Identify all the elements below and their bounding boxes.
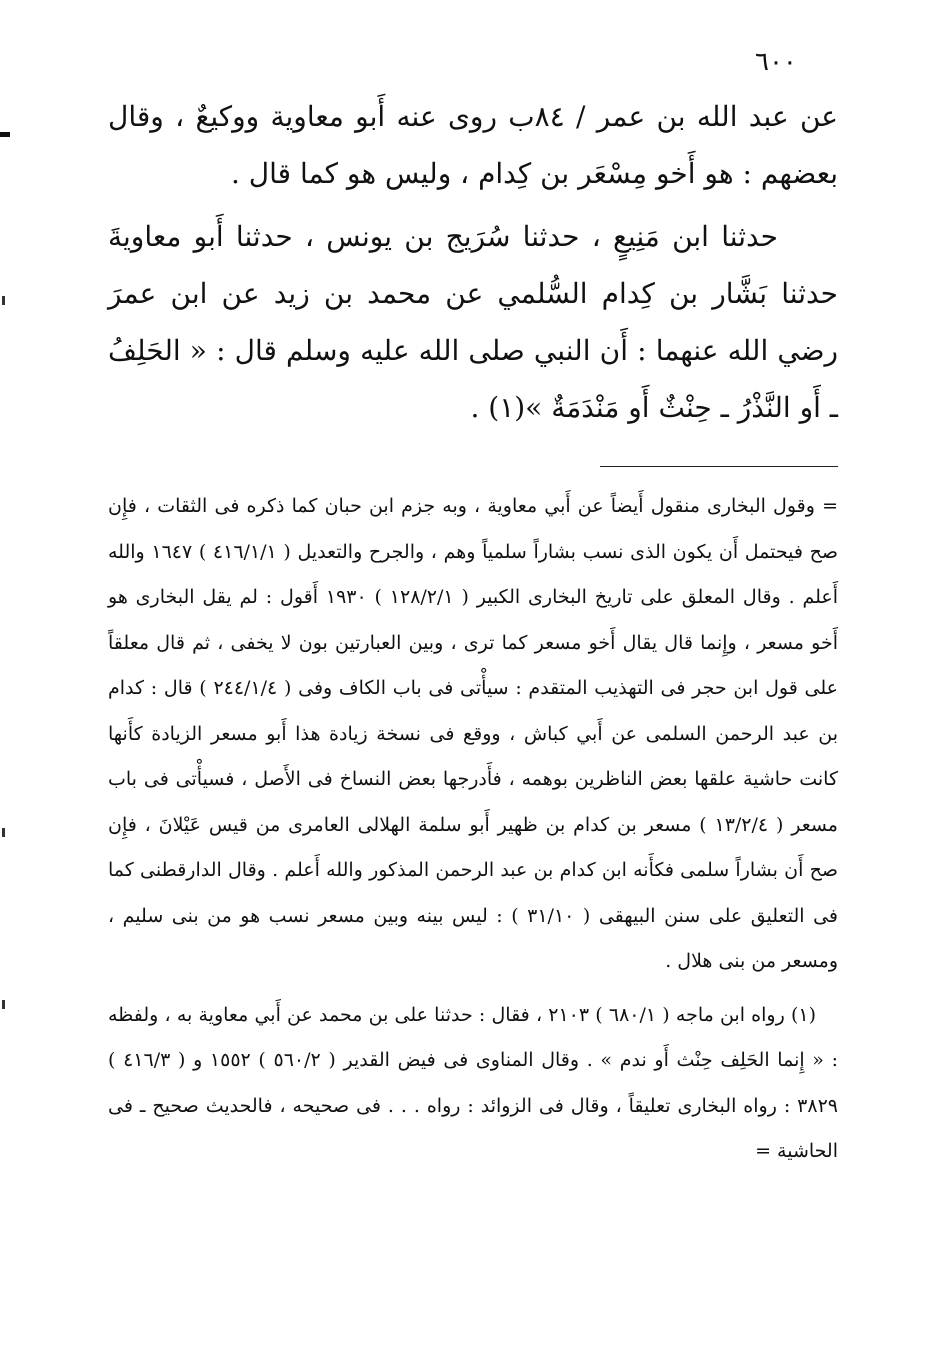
page-number: ٦٠٠ bbox=[755, 47, 797, 77]
footnotes bbox=[108, 484, 838, 1175]
footnote-separator bbox=[600, 466, 838, 467]
scan-edge-dot bbox=[2, 1000, 5, 1009]
footnote-1: (١) رواه ابن ماجه ( ٦٨٠/١ ) ٢١٠٣ ، فقال : حدثنا على بن محمد عن أَبي معاوية به ، ولفظه : « إِنما الحَلِف حِنْث أَو ندم » . وقال المناوى فى فيض القدير ( ٥٦٠/٢ ) ١٥٥٢ و ( ٤١٦/٣ ) ٣٨٢٩ : رواه البخارى تعليقاً ، وقال فى الزوائد : رواه . . . فى صحيحه ، فالحديث صحيح ـ فى الحاشية = bbox=[108, 1003, 838, 1162]
main-paragraph-1: عن عبد الله بن عمر / ٨٤ب روى عنه أَبو معاوية ووكيعٌ ، وقال بعضهم : هو أَخو مِسْعَر بن كِدام ، وليس هو كما قال . bbox=[108, 100, 838, 190]
scan-edge-dot bbox=[2, 828, 5, 837]
main-text bbox=[108, 88, 838, 436]
footnote-continuation: = وقول البخارى منقول أَيضاً عن أَبي معاوية ، وبه جزم ابن حبان كما ذكره فى الثقات ، فإِن صح فيحتمل أَن يكون الذى نسب بشاراً سلمياً وهم ، والجرح والتعديل ( ٤١٦/١/١ ) ١٦٤٧ والله أَعلم . وقال المعلق على تاريخ البخارى الكبير ( ١٢٨/٢/١ ) ١٩٣٠ أَقول : لم يقل البخارى هو أَخو مسعر ، وإِنما قال يقال أَخو مسعر كما ترى ، وبين العبارتين بون لا يخفى ، ثم قال معلقاً على قول ابن حجر فى التهذيب المتقدم : سيأْتى فى باب الكاف وفى ( ٢٤٤/١/٤ ) قال : كدام بن عبد الرحمن السلمى عن أَبي كباش ، ووقع فى نسخة زيادة هذا أَبو مسعر الزيادة كأَنها كانت حاشية علقها بعض الناظرين بوهمه ، فأَدرجها بعض النساخ فى الأَصل ، فسيأْتى فى باب مسعر ( ١٣/٢/٤ ) مسعر بن كدام بن ظهير أَبو سلمة الهلالى العامرى من قيس عَيْلانَ ، فإِن صح أَن بشاراً سلمى فكأَنه ابن كدام بن عبد الرحمن المذكور والله أَعلم . وقال الدارقطنى كما فى التعليق على سنن البيهقى ( ٣١/١٠ ) : ليس بينه وبين مسعر نسب هو من بنى سليم ، ومسعر من بنى هلال . bbox=[108, 495, 839, 972]
scan-edge-dot bbox=[2, 296, 5, 305]
main-paragraph-2: حدثنا ابن مَنِيعٍ ، حدثنا سُرَيج بن يونس ، حدثنا أَبو معاويةَ حدثنا بَشَّار بن كِدام السُّلمي عن محمد بن زيد عن ابن عمرَ رضي الله عنهما : أَن النبي صلى الله عليه وسلم قال : « الحَلِفُ ـ أَو النَّذْرُ ـ حِنْثٌ أَو مَنْدَمَةٌ »(١) . bbox=[108, 220, 839, 424]
scan-edge-mark bbox=[0, 132, 10, 137]
